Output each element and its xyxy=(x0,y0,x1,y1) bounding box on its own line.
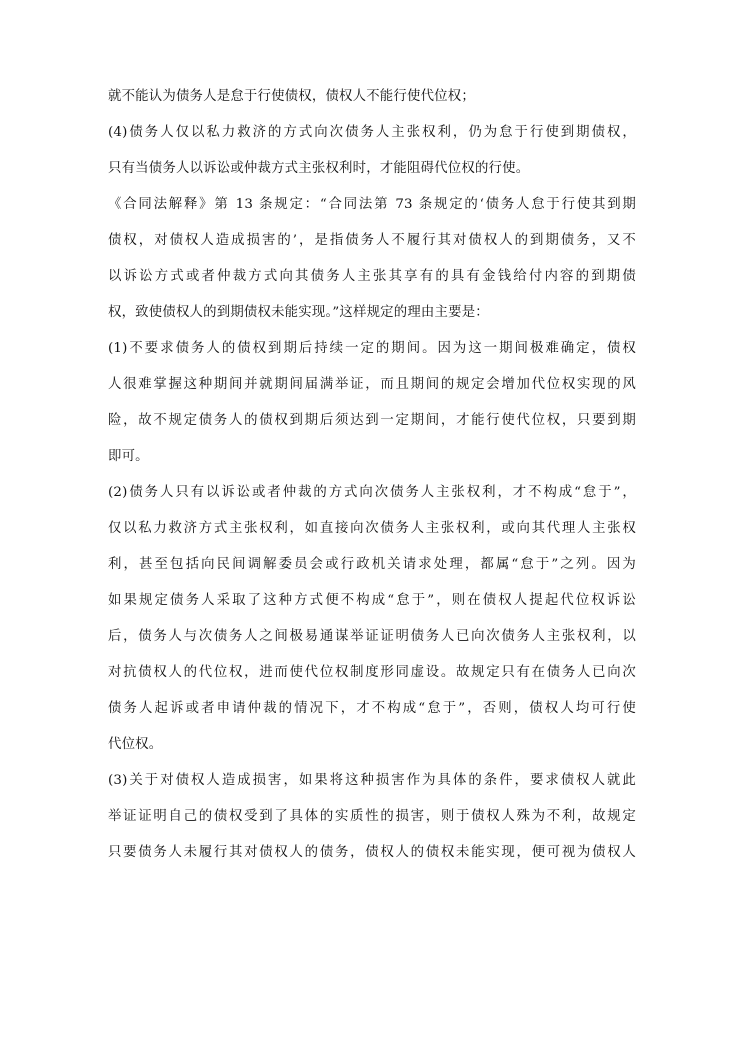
text-line: (1)不要求债务人的债权到期后持续一定的期间。因为这一期间极难确定，债权 xyxy=(108,341,636,356)
text-line: 只有当债务人以诉讼或仲裁方式主张权利时，才能阻碍代位权的行使。 xyxy=(108,161,530,176)
paragraph xyxy=(108,340,636,484)
text-line: 如果规定债务人采取了这种方式便不构成“怠于”，则在债权人提起代位权诉讼 xyxy=(108,593,636,608)
text-line: 就不能认为债务人是怠于行使债权，债权人不能行使代位权； xyxy=(108,89,475,104)
text-line: 利，甚至包括向民间调解委员会或行政机关请求处理，都属“怠于”之列。因为 xyxy=(108,557,636,572)
text-line: 仅以私力救济方式主张权利，如直接向次债务人主张权利，或向其代理人主张权 xyxy=(108,521,636,536)
text-line: 《合同法解释》第 13 条规定：“合同法第 73 条规定的‘债务人怠于行使其到期 xyxy=(108,197,636,212)
paragraph xyxy=(108,88,636,124)
text-line: (3)关于对债权人造成损害，如果将这种损害作为具体的条件，要求债权人就此 xyxy=(108,773,636,788)
text-line: (4)债务人仅以私力救济的方式向次债务人主张权利，仍为怠于行使到期债权， xyxy=(108,125,636,140)
paragraph xyxy=(108,196,636,340)
text-line: 债权，对债权人造成损害的’，是指债务人不履行其对债权人的到期债务，又不 xyxy=(108,233,636,248)
text-line: 权，致使债权人的到期债权未能实现。”这样规定的理由主要是： xyxy=(108,305,489,320)
text-line: 后，债务人与次债务人之间极易通谋举证证明债务人已向次债务人主张权利，以 xyxy=(108,629,636,644)
paragraph xyxy=(108,772,636,880)
paragraph xyxy=(108,484,636,772)
text-line: 人很难掌握这种期间并就期间届满举证，而且期间的规定会增加代位权实现的风 xyxy=(108,377,636,392)
text-line: 举证证明自己的债权受到了具体的实质性的损害，则于债权人殊为不利，故规定 xyxy=(108,809,636,824)
text-line: 险，故不规定债务人的债权到期后须达到一定期间，才能行使代位权，只要到期 xyxy=(108,413,636,428)
text-line: 对抗债权人的代位权，进而使代位权制度形同虚设。故规定只有在债务人已向次 xyxy=(108,665,636,680)
text-line: (2)债务人只有以诉讼或者仲裁的方式向次债务人主张权利，才不构成“怠于”， xyxy=(108,485,636,500)
text-line: 债务人起诉或者申请仲裁的情况下，才不构成“怠于”，否则，债权人均可行使 xyxy=(108,701,636,716)
paragraph xyxy=(108,124,636,196)
text-line: 即可。 xyxy=(108,449,149,464)
text-line: 只要债务人未履行其对债权人的债务，债权人的债权未能实现，便可视为债权人 xyxy=(108,845,636,860)
document-body xyxy=(108,88,636,880)
text-line: 以诉讼方式或者仲裁方式向其债务人主张其享有的具有金钱给付内容的到期债 xyxy=(108,269,636,284)
text-line: 代位权。 xyxy=(108,737,163,752)
